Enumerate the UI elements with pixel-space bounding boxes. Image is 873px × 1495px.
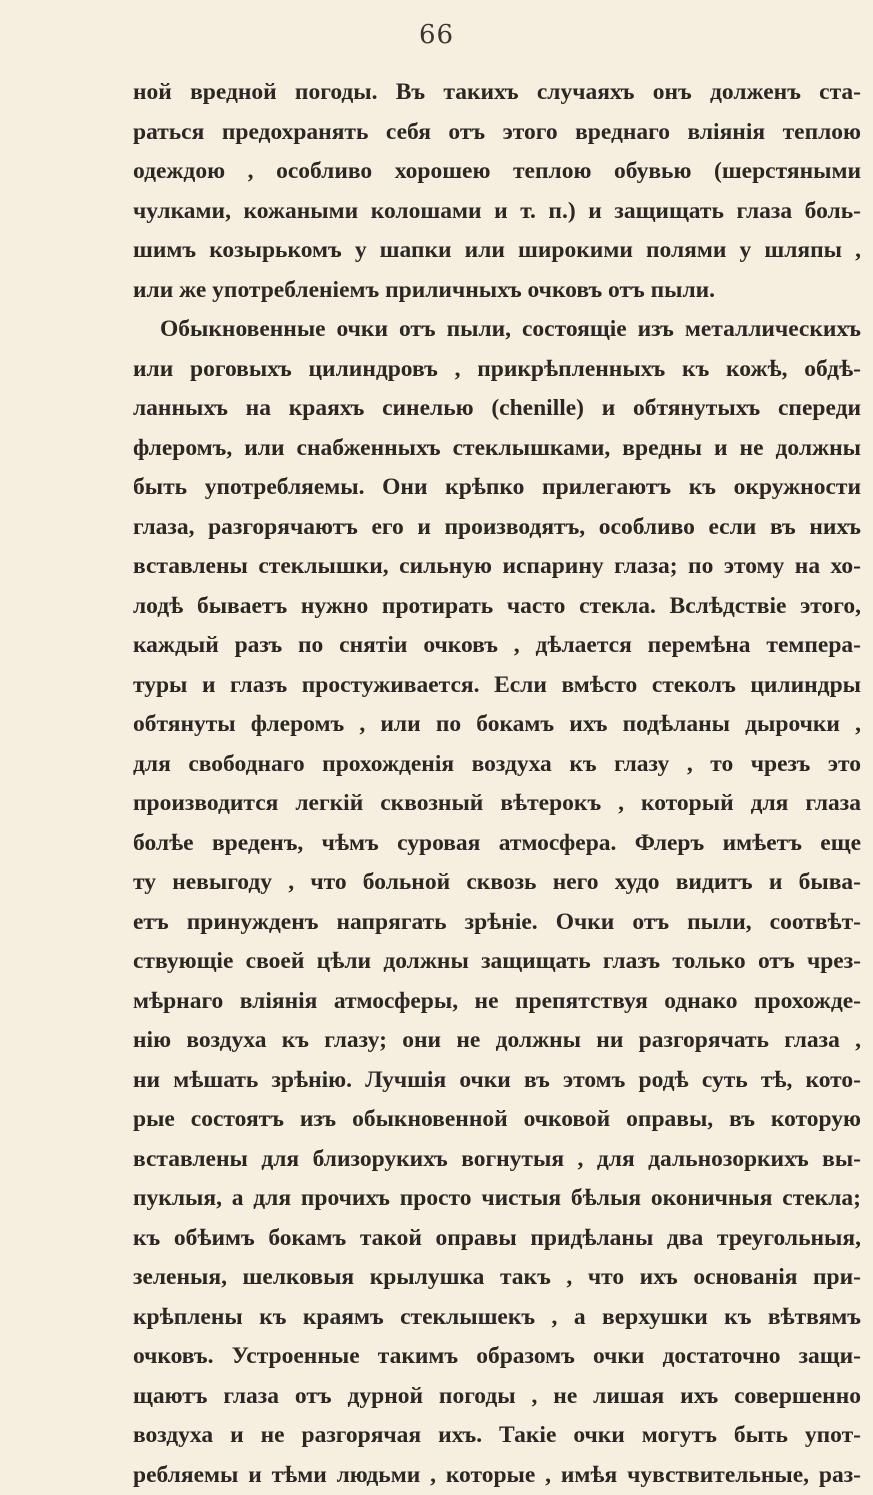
text-line: ланныхъ на краяхъ синелью (chenille) и обтянутыхъ спереди — [133, 389, 861, 429]
text-line: крѣплены къ краямъ стеклышекъ , а верхушки къ вѣтвямъ — [133, 1298, 861, 1338]
text-line: вставлены для близорукихъ вогнутыя , для дальнозоркихъ вы- — [133, 1140, 861, 1180]
text-line: раться предохранять себя отъ этого вреднаго вліянія теплою — [133, 113, 861, 153]
text-line: болѣе вреденъ, чѣмъ суровая атмосфера. Флеръ имѣетъ еще — [133, 824, 861, 864]
text-line: одеждою , особливо хорошею теплою обувью (шерстяными — [133, 152, 861, 192]
text-line: нію воздуха къ глазу; они не должны ни разгорячать глаза , — [133, 1021, 861, 1061]
text-line: ни мѣшать зрѣнію. Лучшія очки въ этомъ родѣ суть тѣ, кото- — [133, 1061, 861, 1101]
text-line: быть употребляемы. Они крѣпко прилегаютъ къ окружности — [133, 468, 861, 508]
paragraph-first-line: Обыкновенные очки отъ пыли, состоящіе изъ металлическихъ — [133, 310, 861, 350]
text-line: производится легкій сквозный вѣтерокъ , который для глаза — [133, 784, 861, 824]
text-line: пуклыя, а для прочихъ просто чистыя бѣлыя оконичныя стекла; — [133, 1179, 861, 1219]
text-line: ствующіе своей цѣли должны защищать глазъ только отъ чрез- — [133, 942, 861, 982]
text-line: глаза, разгорячаютъ его и производятъ, особливо если въ нихъ — [133, 508, 861, 548]
text-line: шимъ козырькомъ у шапки или широкими полями у шляпы , — [133, 231, 861, 271]
text-line: для свободнаго прохожденія воздуха къ глазу , то чрезъ это — [133, 745, 861, 785]
text-line: обтянуты флеромъ , или по бокамъ ихъ подѣланы дырочки , — [133, 705, 861, 745]
page-number: 66 — [0, 20, 873, 50]
text-line: каждый разъ по снятіи очковъ , дѣлается перемѣна темпера- — [133, 626, 861, 666]
text-line: ной вредной погоды. Въ такихъ случаяхъ онъ долженъ ста- — [133, 73, 861, 113]
text-line: лодѣ бываетъ нужно протирать часто стекла. Вслѣдствіе этого, — [133, 587, 861, 627]
text-line: вставлены стеклышки, сильную испарину глаза; по этому на хо- — [133, 547, 861, 587]
body-text — [133, 73, 861, 1495]
text-line: ту невыгоду , что больной сквозь него худо видитъ и быва- — [133, 863, 861, 903]
text-line: или же употребленіемъ приличныхъ очковъ отъ пыли. — [133, 271, 861, 311]
text-line: етъ принужденъ напрягать зрѣніе. Очки отъ пыли, соотвѣт- — [133, 903, 861, 943]
text-line: къ обѣимъ бокамъ такой оправы придѣланы два треугольныя, — [133, 1219, 861, 1259]
text-line: флеромъ, или снабженныхъ стеклышками, вредны и не должны — [133, 429, 861, 469]
text-line: зеленыя, шелковыя крылушка такъ , что ихъ основанія при- — [133, 1258, 861, 1298]
text-line: щаютъ глаза отъ дурной погоды , не лишая ихъ совершенно — [133, 1377, 861, 1417]
text-line: воздуха и не разгорячая ихъ. Такіе очки могутъ быть упот- — [133, 1416, 861, 1456]
text-line: мѣрнаго вліянія атмосферы, не препятствуя однако прохожде- — [133, 982, 861, 1022]
text-line: чулками, кожаными колошами и т. п.) и защищать глаза боль- — [133, 192, 861, 232]
text-line: рые состоятъ изъ обыкновенной очковой оправы, въ которую — [133, 1100, 861, 1140]
text-line: ребляемы и тѣми людьми , которые , имѣя чувствительные, раз- — [133, 1456, 861, 1495]
text-line: туры и глазъ простуживается. Если вмѣсто стеколъ цилиндры — [133, 666, 861, 706]
text-line: или роговыхъ цилиндровъ , прикрѣпленныхъ къ кожѣ, обдѣ- — [133, 350, 861, 390]
text-line: очковъ. Устроенные такимъ образомъ очки достаточно защи- — [133, 1337, 861, 1377]
